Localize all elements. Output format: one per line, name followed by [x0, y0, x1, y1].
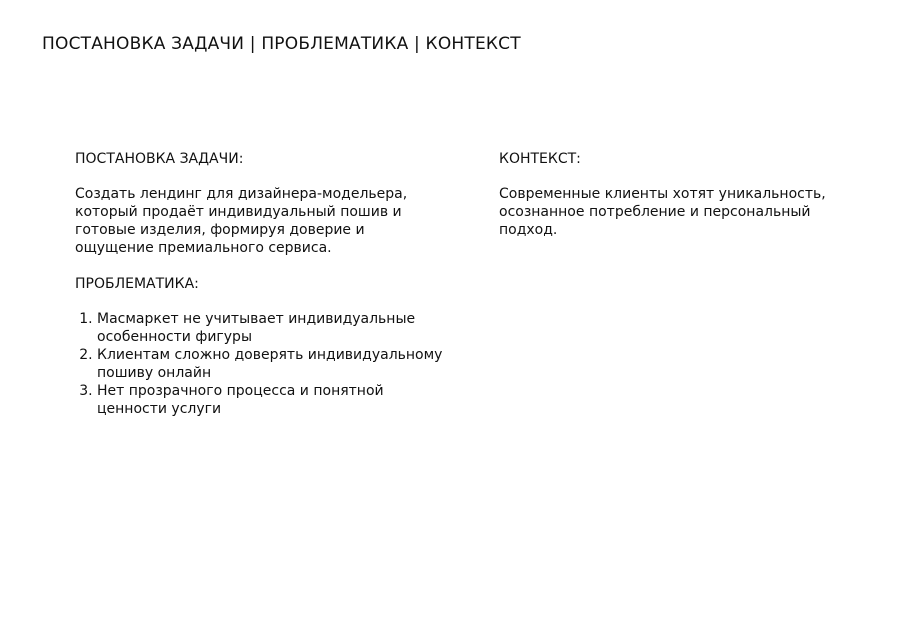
problems-list — [75, 310, 445, 418]
task-heading: ПОСТАНОВКА ЗАДАЧИ: — [75, 151, 244, 167]
problems-heading: ПРОБЛЕМАТИКА: — [75, 276, 199, 292]
slide-title: ПОСТАНОВКА ЗАДАЧИ | ПРОБЛЕМАТИКА | КОНТЕКСТ — [42, 34, 521, 54]
right-column — [499, 150, 829, 239]
context-text: Современные клиенты хотят уникальность, осознанное потребление и персональный подход. — [499, 186, 826, 238]
problem-item: 3. Нет прозрачного процесса и понятной ценности услуги — [97, 382, 445, 418]
problem-item: 1. Масмаркет не учитывает индивидуальные особенности фигуры — [97, 310, 445, 346]
problem-item: 2. Клиентам сложно доверять индивидуальному пошиву онлайн — [97, 346, 445, 382]
context-heading: КОНТЕКСТ: — [499, 151, 581, 167]
left-column — [75, 150, 445, 418]
task-text: Создать лендинг для дизайнера-модельера, который продаёт индивидуальный пошив и готовые изделия, формируя доверие и ощущение премиального сервиса. — [75, 186, 408, 256]
